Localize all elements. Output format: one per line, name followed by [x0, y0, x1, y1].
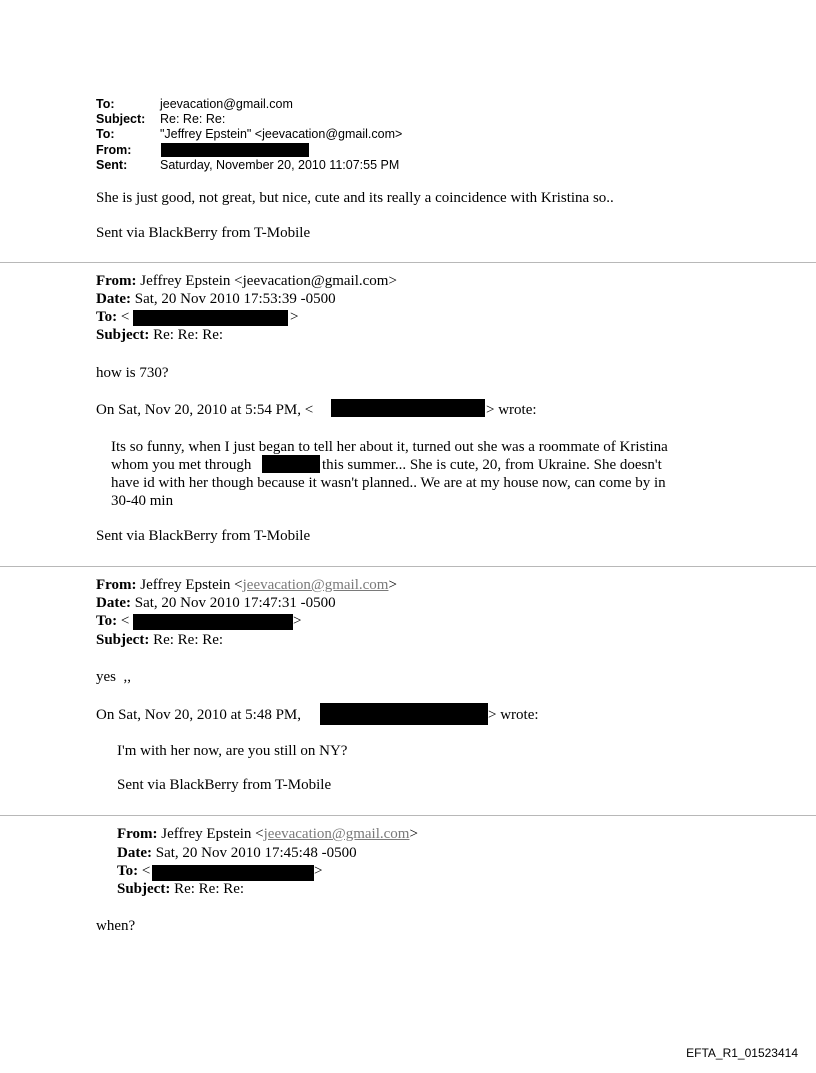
- to-value-2: "Jeffrey Epstein" <jeevacation@gmail.com>: [160, 127, 403, 141]
- to-label-2: To:: [96, 127, 115, 141]
- sent-value: Saturday, November 20, 2010 11:07:55 PM: [160, 158, 400, 172]
- redaction-bar: [133, 614, 293, 630]
- signature: Sent via BlackBerry from T-Mobile: [96, 225, 311, 241]
- from-close: >: [388, 577, 397, 593]
- quote-line: have id with her though because it wasn't planned.. We are at my house now, can come by in: [111, 475, 666, 491]
- quote-intro: On Sat, Nov 20, 2010 at 5:48 PM,: [96, 707, 302, 723]
- subject-value: Re: Re: Re:: [160, 112, 226, 126]
- email-link[interactable]: jeevacation@gmail.com: [242, 577, 389, 593]
- to-open: <: [120, 613, 130, 629]
- quote-intro: On Sat, Nov 20, 2010 at 5:54 PM, <: [96, 402, 314, 418]
- redaction-bar: [262, 455, 320, 473]
- msg3-to-line: [96, 613, 129, 630]
- msg3-from-line: [96, 577, 397, 594]
- from-name: Jeffrey Epstein <: [140, 577, 243, 593]
- subject-label: Subject:: [117, 881, 171, 897]
- to-open: <: [141, 863, 151, 879]
- msg2-date-line: [96, 291, 336, 308]
- to-label: To:: [117, 863, 139, 879]
- from-close: >: [409, 826, 418, 842]
- quote-wrote: > wrote:: [486, 402, 537, 418]
- date-label: Date:: [96, 595, 131, 611]
- msg2-from-line: [96, 273, 397, 290]
- quote-line: Its so funny, when I just began to tell her about it, turned out she was a roommate of Kristina: [111, 439, 668, 455]
- msg2-to-line: [96, 309, 129, 326]
- redaction-bar: [161, 143, 309, 157]
- msg2-subject-line: [96, 327, 223, 344]
- msg3-date-line: [96, 595, 336, 612]
- to-close: >: [314, 863, 323, 879]
- quote-line: I'm with her now, are you still on NY?: [117, 743, 348, 759]
- to-label: To:: [96, 97, 115, 111]
- document-id: EFTA_R1_01523414: [686, 1046, 798, 1060]
- redaction-bar: [152, 865, 314, 881]
- msg4-subject-line: [117, 881, 244, 898]
- quote-signature: Sent via BlackBerry from T-Mobile: [117, 777, 332, 793]
- quote-line: this summer... She is cute, 20, from Ukraine. She doesn't: [322, 457, 662, 473]
- msg4-from-line: [117, 826, 418, 843]
- redaction-bar: [331, 399, 485, 417]
- date-value: Sat, 20 Nov 2010 17:47:31 -0500: [134, 595, 336, 611]
- date-value: Sat, 20 Nov 2010 17:45:48 -0500: [155, 845, 357, 861]
- date-label: Date:: [117, 845, 152, 861]
- to-close: >: [293, 613, 302, 629]
- msg4-to-line: [117, 863, 150, 880]
- message-body: when?: [96, 918, 136, 934]
- subject-value: Re: Re: Re:: [153, 327, 224, 343]
- from-name: Jeffrey Epstein <: [161, 826, 264, 842]
- quote-wrote: > wrote:: [488, 707, 539, 723]
- subject-label: Subject:: [96, 327, 150, 343]
- message-body: She is just good, not great, but nice, cute and its really a coincidence with Kristina so..: [96, 190, 614, 206]
- redaction-bar: [320, 703, 488, 725]
- separator: [0, 815, 816, 816]
- quote-line: whom you met through: [111, 457, 252, 473]
- subject-value: Re: Re: Re:: [153, 632, 224, 648]
- from-label: From:: [96, 577, 137, 593]
- subject-label: Subject:: [96, 632, 150, 648]
- to-open: <: [120, 309, 130, 325]
- to-value: jeevacation@gmail.com: [160, 97, 293, 111]
- from-label: From:: [96, 143, 132, 157]
- message-body: how is 730?: [96, 365, 169, 381]
- to-close: >: [290, 309, 299, 325]
- redaction-bar: [133, 310, 288, 326]
- separator: [0, 566, 816, 567]
- message-body: yes ,,: [96, 669, 131, 685]
- msg3-subject-line: [96, 632, 223, 649]
- from-value: Jeffrey Epstein <jeevacation@gmail.com>: [140, 273, 397, 289]
- subject-label: Subject:: [96, 112, 146, 126]
- sent-label: Sent:: [96, 158, 128, 172]
- from-label: From:: [117, 826, 158, 842]
- signature: Sent via BlackBerry from T-Mobile: [96, 528, 311, 544]
- separator: [0, 262, 816, 263]
- quote-line: 30-40 min: [111, 493, 174, 509]
- from-label: From:: [96, 273, 137, 289]
- to-label: To:: [96, 613, 118, 629]
- subject-value: Re: Re: Re:: [174, 881, 245, 897]
- date-value: Sat, 20 Nov 2010 17:53:39 -0500: [134, 291, 336, 307]
- date-label: Date:: [96, 291, 131, 307]
- msg4-date-line: [117, 845, 357, 862]
- to-label: To:: [96, 309, 118, 325]
- email-link[interactable]: jeevacation@gmail.com: [263, 826, 410, 842]
